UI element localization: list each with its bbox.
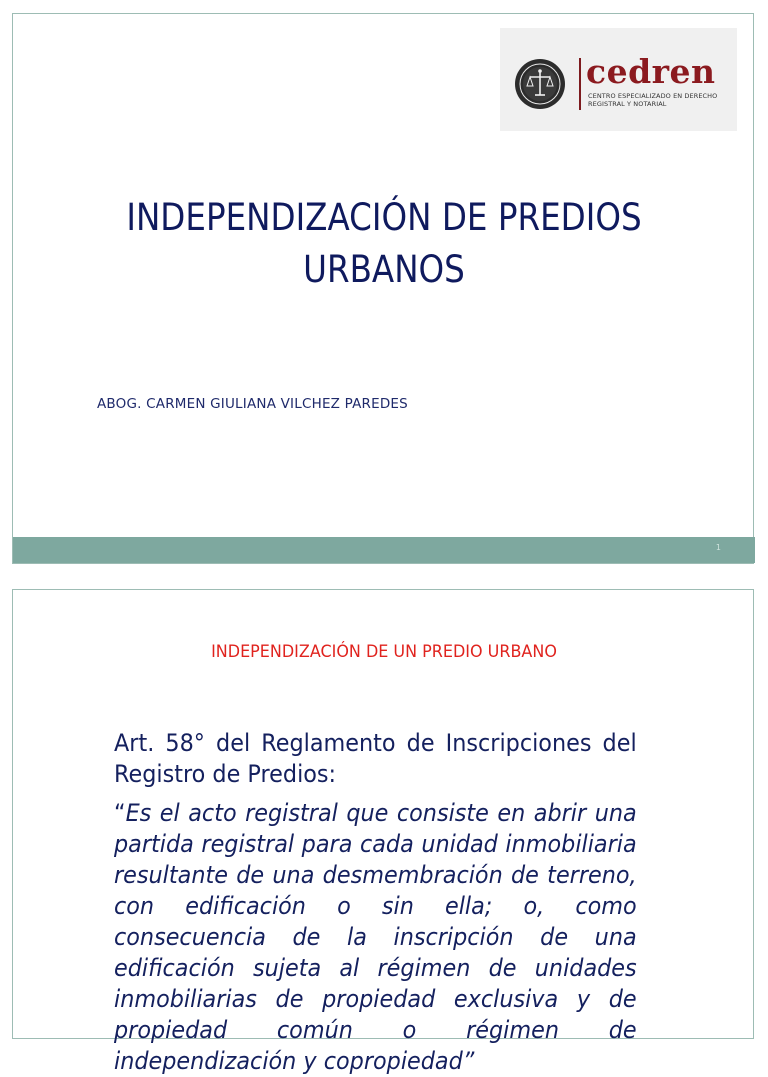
slide-title-line-2: URBANOS — [303, 248, 465, 291]
slide-title-line-1: INDEPENDIZACIÓN DE PREDIOS — [126, 196, 642, 239]
slide-1 — [12, 13, 754, 564]
article-reference: Art. 58° del Reglamento de Inscripciones del Registro de Predios: — [114, 729, 637, 788]
quote-text: Es el acto registral que consiste en abrir una partida registral para cada unidad inmobiliaria resultante de una desmembración de terreno, con edificación o sin ella; o, como consecuencia de la inscripción de una edificación sujeta al régimen de unidades inmobiliarias de propiedad exclusiva y de propiedad común o régimen de independización y copropiedad” — [114, 799, 637, 1075]
slide-2 — [12, 589, 754, 1075]
quote-mark: “ — [114, 799, 126, 827]
logo-name: cedren — [586, 52, 716, 91]
cedren-logo — [500, 28, 737, 131]
seal-icon — [514, 58, 566, 110]
logo-divider — [579, 58, 581, 110]
section-title: INDEPENDIZACIÓN DE UN PREDIO URBANO — [211, 642, 557, 662]
slide-number: 1 — [715, 543, 721, 552]
footer-bar — [13, 537, 755, 563]
logo-tagline: CENTRO ESPECIALIZADO EN DERECHO REGISTRAL Y NOTARIAL — [588, 92, 718, 108]
slide-title — [58, 192, 711, 296]
article-quote — [114, 798, 637, 1077]
author-name: ABOG. CARMEN GIULIANA VILCHEZ PAREDES — [97, 396, 408, 412]
